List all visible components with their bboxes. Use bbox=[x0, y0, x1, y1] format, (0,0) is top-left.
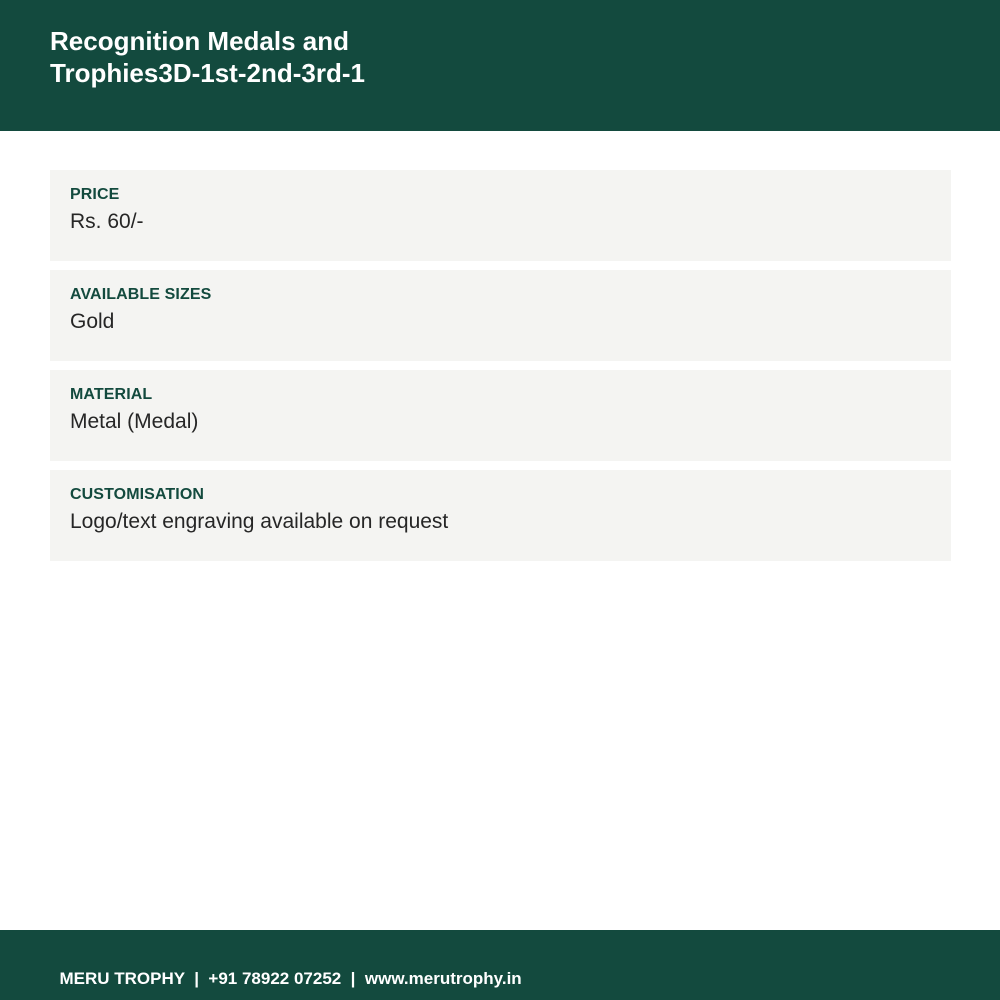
detail-card-material bbox=[50, 370, 951, 461]
detail-label: MATERIAL bbox=[70, 386, 153, 403]
page-footer bbox=[0, 930, 1000, 1000]
detail-value: Rs. 60/- bbox=[70, 210, 144, 233]
detail-card-price bbox=[50, 170, 951, 261]
detail-value: Logo/text engraving available on request bbox=[70, 510, 449, 533]
detail-label: CUSTOMISATION bbox=[70, 486, 205, 503]
page-header bbox=[0, 0, 1000, 131]
detail-card-sizes bbox=[50, 270, 951, 361]
details-list bbox=[50, 170, 951, 570]
detail-label: AVAILABLE SIZES bbox=[70, 286, 212, 303]
detail-card-customisation bbox=[50, 470, 951, 561]
detail-value: Gold bbox=[70, 310, 115, 333]
detail-label: PRICE bbox=[70, 186, 120, 203]
footer-contact-text: MERU TROPHY | +91 78922 07252 | www.merutrophy.in bbox=[59, 969, 522, 988]
page-title: Recognition Medals and Trophies3D-1st-2nd-3rd-1 bbox=[50, 26, 365, 88]
detail-value: Metal (Medal) bbox=[70, 410, 199, 433]
